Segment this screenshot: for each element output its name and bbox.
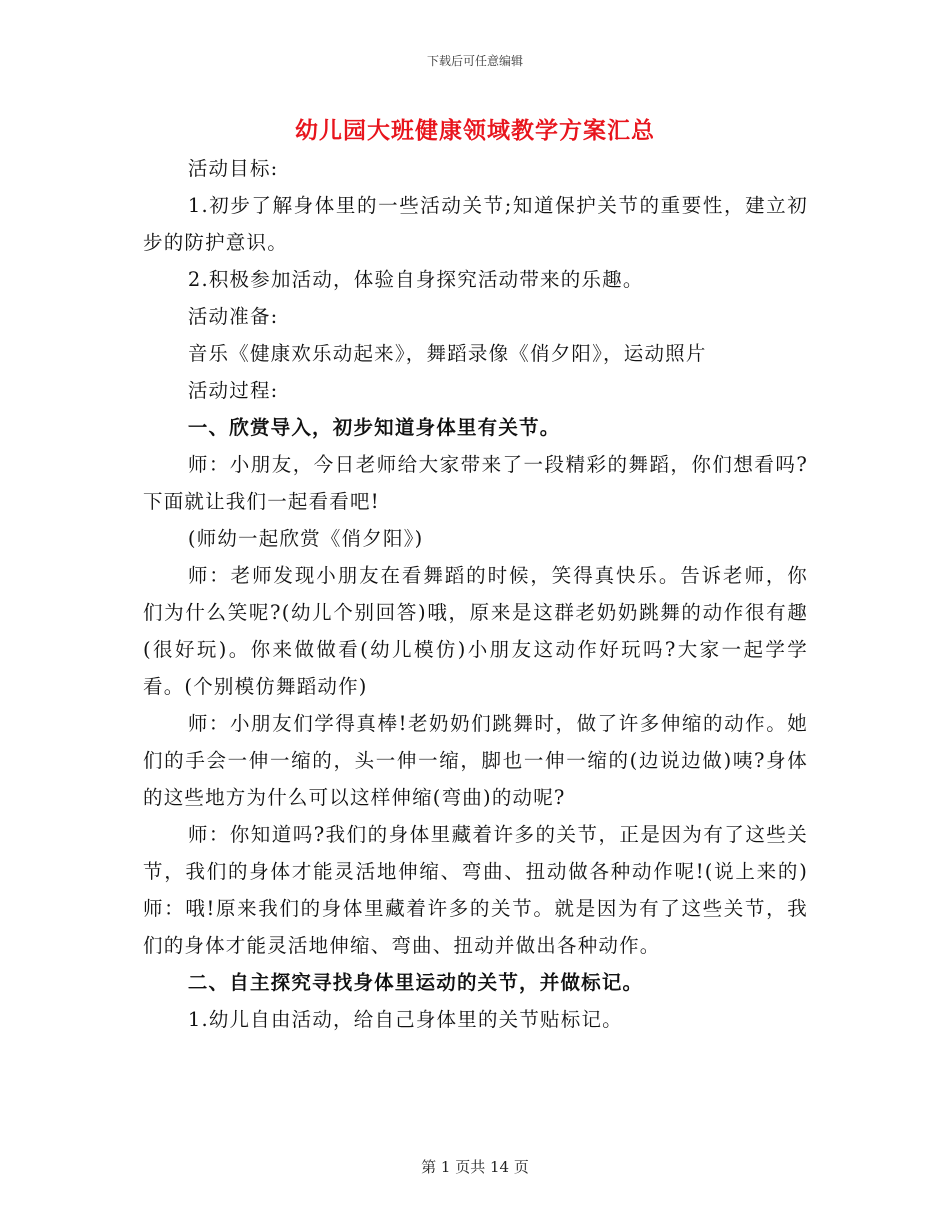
document-body (143, 150, 808, 1038)
paragraph: 2.积极参加活动，体验自身探究活动带来的乐趣。 (187, 268, 644, 291)
paragraph: 音乐《健康欢乐动起来》，舞蹈录像《俏夕阳》，运动照片 (187, 342, 707, 365)
section-heading: 一、欣赏导入，初步知道身体里有关节。 (187, 416, 561, 439)
page-header-note: 下载后可任意编辑 (426, 54, 523, 68)
paragraph: 师：小朋友，今日老师给大家带来了一段精彩的舞蹈，你们想看吗?下面就让我们一起看看吧! (143, 453, 808, 513)
paragraph: 师：你知道吗?我们的身体里藏着许多的关节，正是因为有了这些关节，我们的身体才能灵活地伸缩、弯曲、扭动做各种动作呢!(说上来的)师：哦!原来我们的身体里藏着许多的关节。就是因为有了这些关节，我们的身体才能灵活地伸缩、弯曲、扭动并做出各种动作。 (143, 823, 808, 957)
section-heading: 二、自主探究寻找身体里运动的关节，并做标记。 (187, 971, 644, 994)
paragraph: 师：老师发现小朋友在看舞蹈的时候，笑得真快乐。告诉老师，你们为什么笑呢?(幼儿个别回答)哦，原来是这群老奶奶跳舞的动作很有趣(很好玩)。你来做做看(幼儿模仿)小朋友这动作好玩吗?大家一起学学看。(个别模仿舞蹈动作) (143, 564, 808, 698)
paragraph: 活动准备: (187, 305, 279, 328)
paragraph: (师幼一起欣赏《俏夕阳》) (187, 527, 424, 550)
paragraph: 1.幼儿自由活动，给自己身体里的关节贴标记。 (187, 1008, 623, 1031)
paragraph: 活动过程: (187, 379, 279, 402)
page-number: 第 1 页共 14 页 (421, 1158, 529, 1176)
paragraph: 活动目标: (187, 157, 279, 180)
paragraph: 师：小朋友们学得真棒!老奶奶们跳舞时，做了许多伸缩的动作。她们的手会一伸一缩的，头一伸一缩，脚也一伸一缩的(边说边做)咦?身体的这些地方为什么可以这样伸缩(弯曲)的动呢? (143, 712, 808, 809)
paragraph: 1.初步了解身体里的一些活动关节;知道保护关节的重要性，建立初步的防护意识。 (143, 194, 808, 254)
document-title: 幼儿园大班健康领域教学方案汇总 (295, 117, 655, 144)
